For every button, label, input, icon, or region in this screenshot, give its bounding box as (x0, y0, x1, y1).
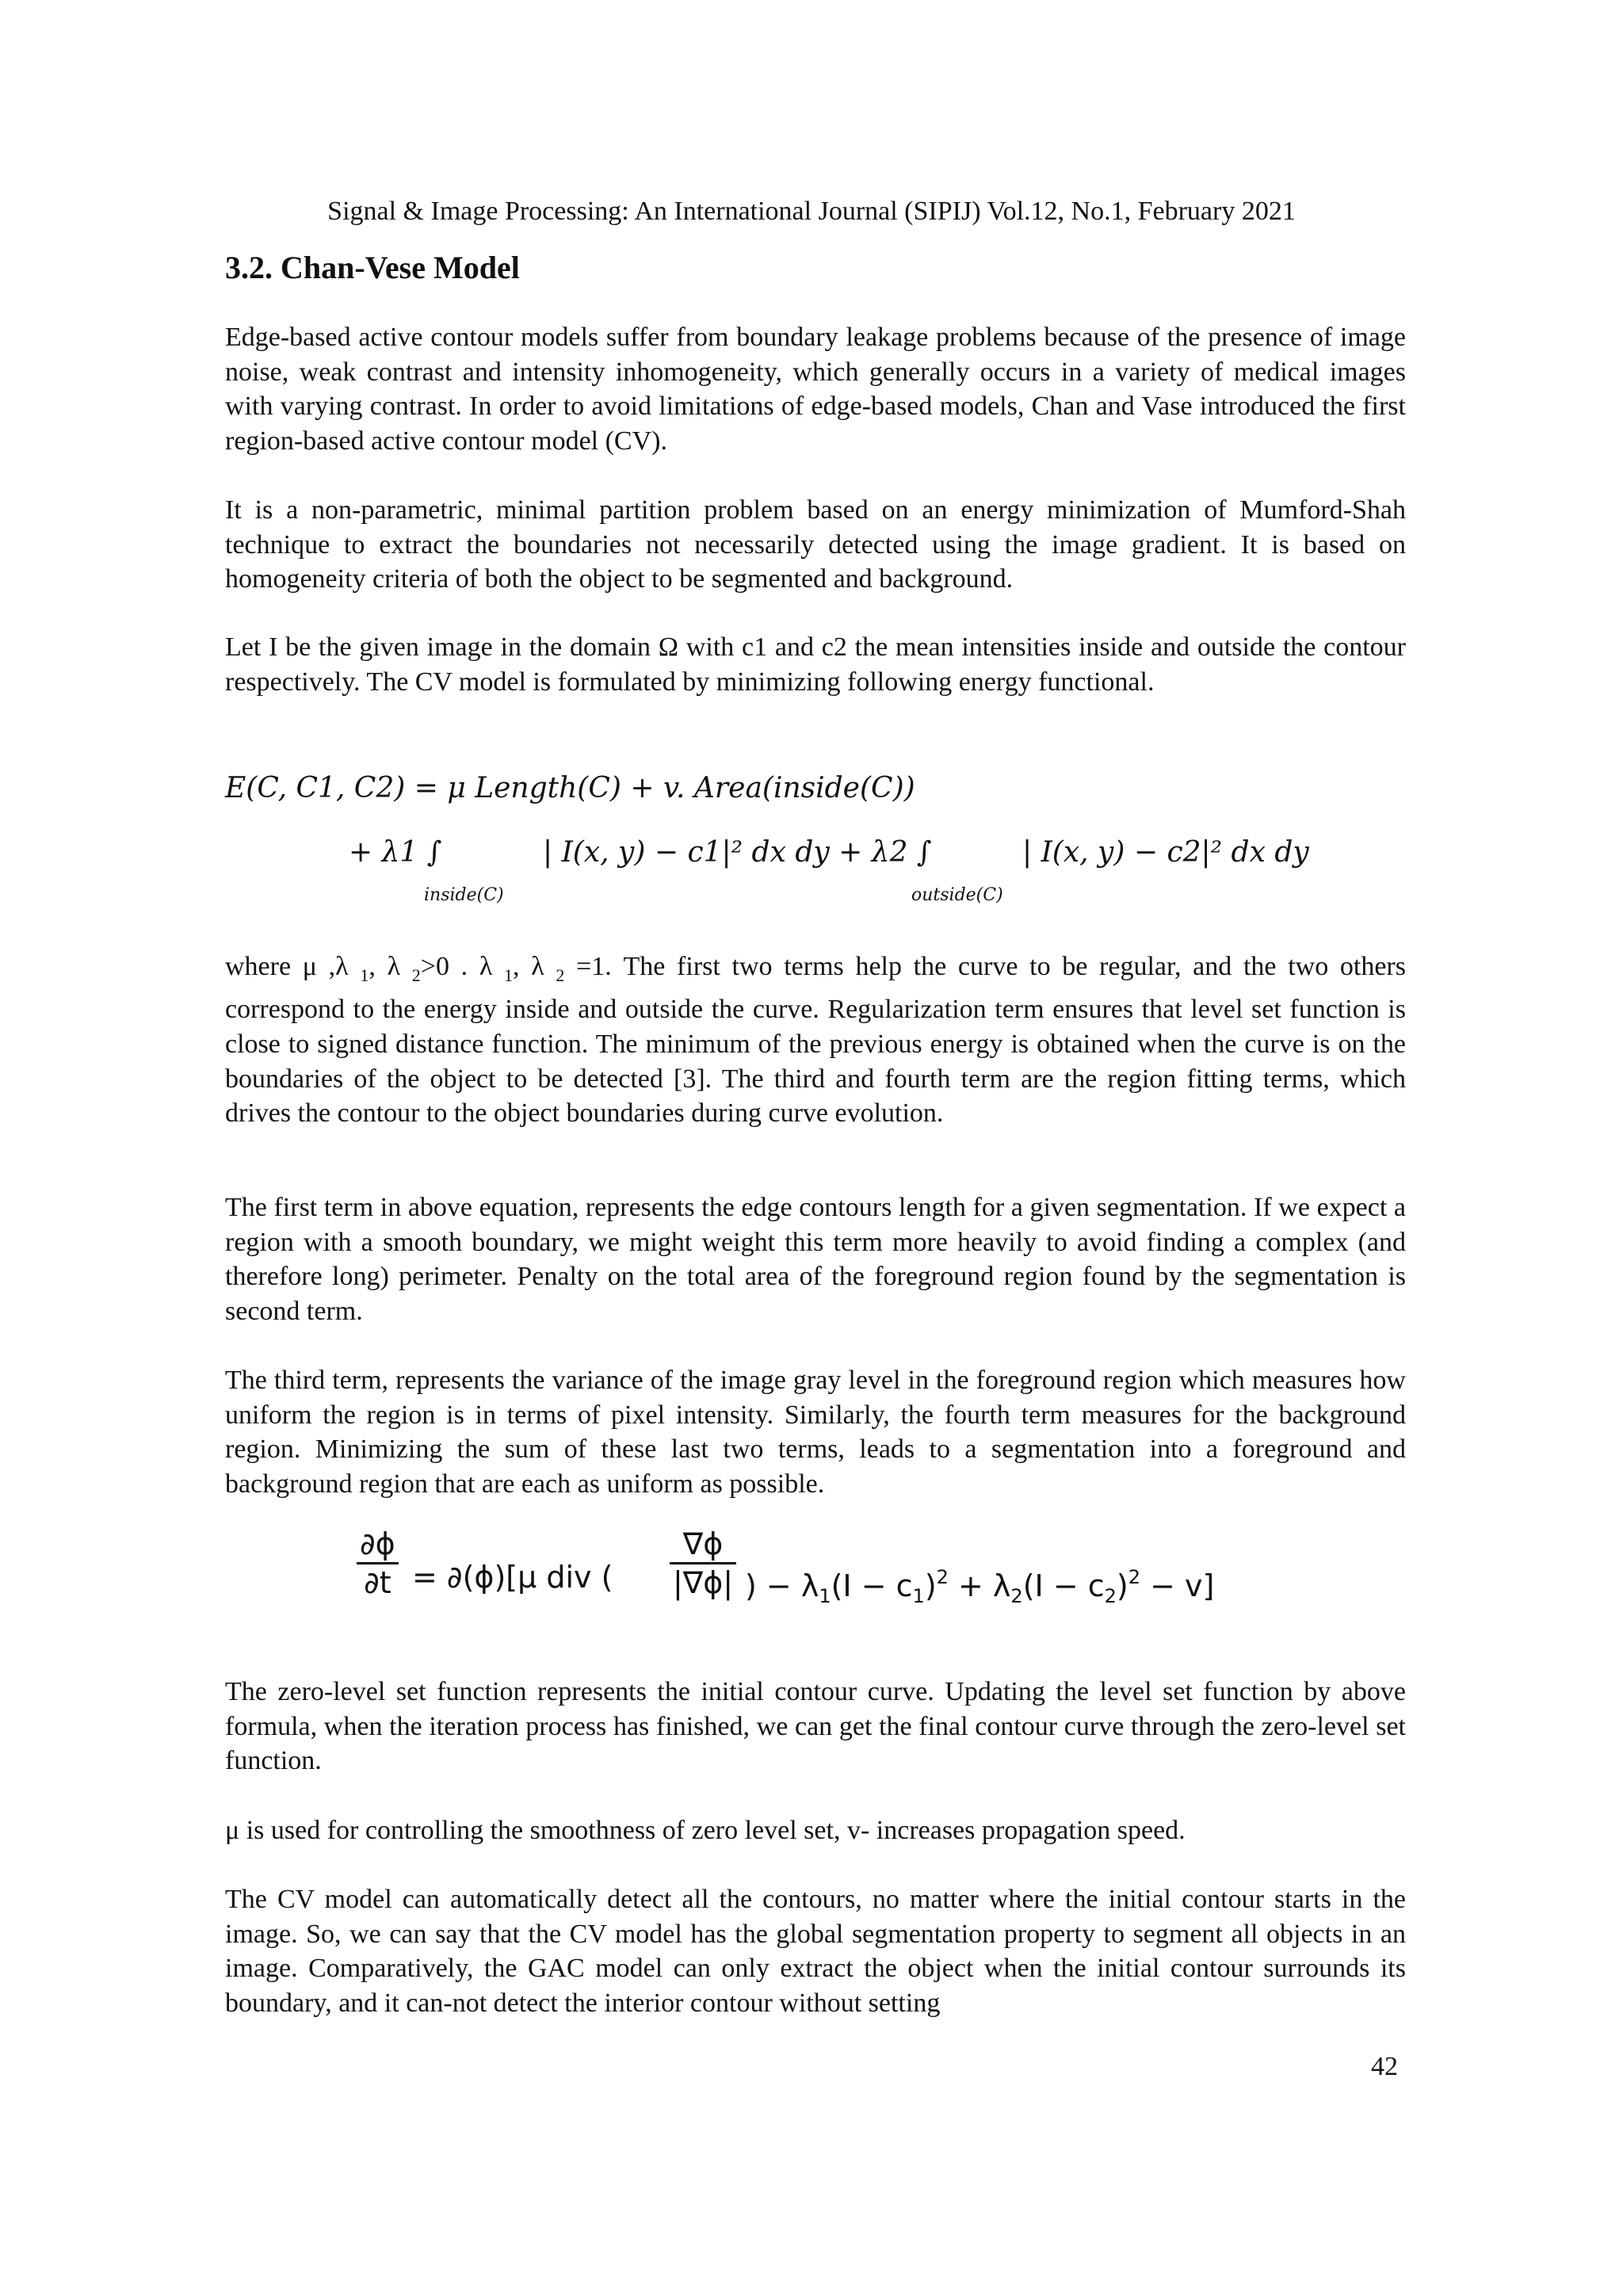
integral-subscript-inside: inside(C) (424, 885, 504, 905)
paragraph-8: μ is used for controlling the smoothness of zero level set, v- increases propagation speed. (225, 1816, 1186, 1845)
energy-equation-line-1: E(C, C1, C2) = μ Length(C) + v. Area(inside(C)) (225, 772, 915, 804)
paragraph-5: The first term in above equation, represents the edge contours length for a given segmentation. If we expect a region with a smooth boundary, we might weight this term more heavily to avoid finding a complex (and therefore long) perimeter. Penalty on the total area of the foreground region found by the segmentation is second term. (225, 1193, 1406, 1326)
paragraph-9: The CV model can automatically detect all the contours, no matter where the initial contour starts in the image. So, we can say that the CV model has the global segmentation property to segment all objects in an image. Comparatively, the GAC model can only extract the object when the initial contour surrounds its boundary, and it can-not detect the interior contour without setting (225, 1885, 1406, 2018)
time-derivative-fraction: ∂ϕ ∂t (357, 1526, 399, 1601)
level-set-evolution-equation: ∂ϕ ∂t = ∂(ϕ)[μ div ( ∇ϕ |∇ϕ| ) − $\lambda_1(I - c_1)^2 + \lambda_2(I - c_2)^2 - v$] (357, 1526, 1308, 1629)
paragraph-1: Edge-based active contour models suffer from boundary leakage problems because of the presence of image noise, weak contrast and intensity inhomogeneity, which generally occurs in a variety of medical images with varying contrast. In order to avoid limitations of edge-based models, Chan and Vase introduced the first region-based active contour model (CV). (225, 323, 1406, 456)
running-header: Signal & Image Processing: An International Journal (SIPIJ) Vol.12, No.1, February 2021 (327, 197, 1296, 226)
integral-subscript-outside: outside(C) (911, 885, 1003, 905)
paragraph-4: where μ ,λ $_1$, λ $_2$>0 . λ $_1$, λ $_2$ =1. The first two terms help the curve to be regular, and the two others correspond to the energy inside and outside the curve. Regularization term ensures that level set function is close to signed distance function. The minimum of the previous energy is obtained when the curve is on the boundaries of the object to be detected [3]. The third and fourth term are the region fitting terms, which drives the contour to the object boundaries during curve evolution. (225, 952, 1406, 1129)
energy-integrand-1: | I(x, y) − c1|² dx dy + λ2 ∫ (543, 836, 932, 869)
paragraph-6: The third term, represents the variance of the image gray level in the foreground region which measures how uniform the region is in terms of pixel intensity. Similarly, the fourth term measures for the background region. Minimizing the sum of these last two terms, leads to a segmentation into a foreground and background region that are each as uniform as possible. (225, 1366, 1406, 1499)
page-number: 42 (1371, 2052, 1398, 2081)
energy-equation-line-2 (349, 836, 1458, 923)
section-title: 3.2. Chan-Vese Model (225, 250, 520, 285)
paragraph-2: It is a non-parametric, minimal partition problem based on an energy minimization of Mumford-Shah technique to extract the boundaries not necessarily detected using the image gradient. It is based on homogeneity criteria of both the object to be segmented and background. (225, 495, 1406, 594)
energy-integrand-2: | I(x, y) − c2|² dx dy (1022, 836, 1309, 869)
energy-term-lambda1: + λ1 ∫ (349, 836, 442, 869)
gradient-fraction: ∇ϕ |∇ϕ| (670, 1526, 736, 1601)
paragraph-7: The zero-level set function represents the initial contour curve. Updating the level set function by above formula, when the iteration process has finished, we can get the final contour curve through the zero-level set function. (225, 1677, 1406, 1776)
paragraph-3: Let I be the given image in the domain Ω with c1 and c2 the mean intensities inside and outside the contour respectively. The CV model is formulated by minimizing following energy functional. (225, 632, 1406, 697)
